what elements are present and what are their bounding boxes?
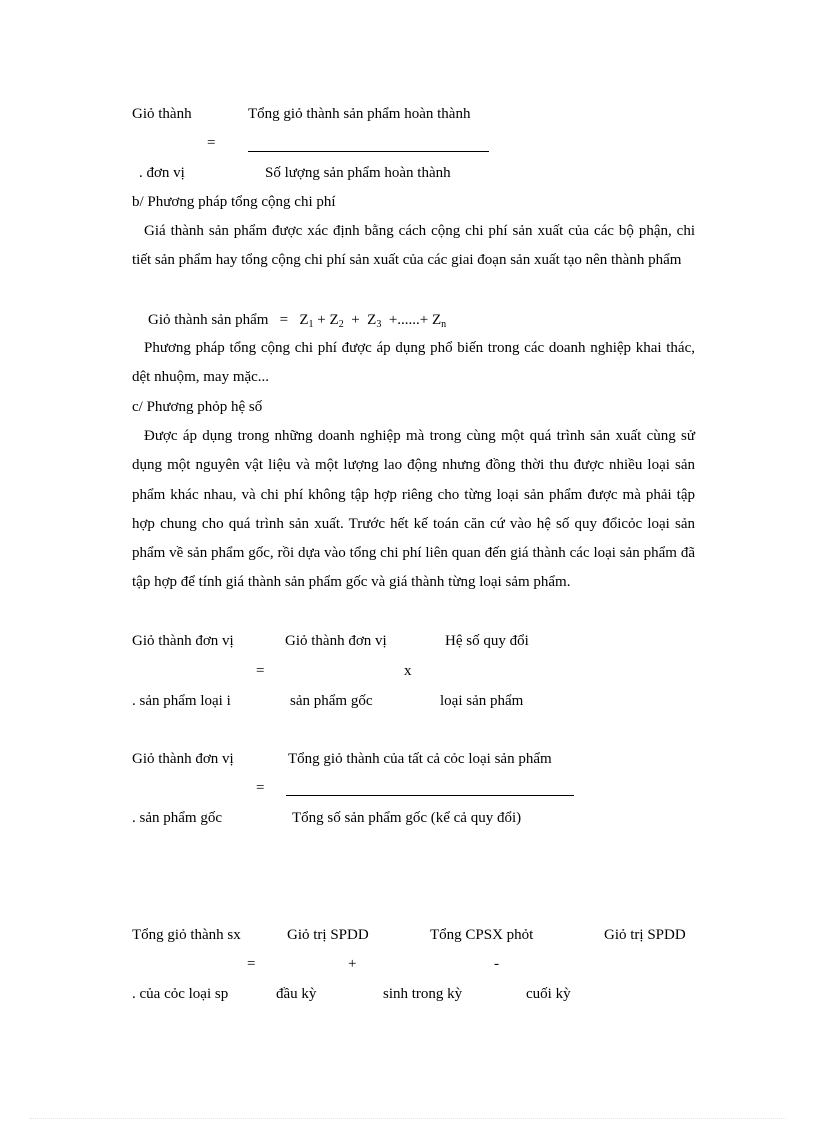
formula4-plus: +: [348, 956, 357, 972]
z2-sub: 2: [338, 319, 344, 330]
formula3-denominator: Tổng số sản phẩm gốc (kể cả quy đổi): [292, 810, 522, 826]
formula4-d-top: Giỏ trị SPDD: [604, 927, 686, 943]
section-b-paragraph: [132, 217, 695, 276]
formula3-numerator: Tổng giỏ thành của tất cả cỏc loại sản phẩm: [288, 751, 552, 767]
plus-2: +: [351, 312, 360, 328]
formula-sum-z: [148, 313, 446, 328]
section-c-paragraph: [132, 422, 695, 598]
z1-sub: 1: [308, 319, 314, 330]
plus-1: +: [317, 312, 326, 328]
formula4-c-top: Tổng CPSX phỏt: [430, 927, 534, 943]
section-b-paragraph-text: Giá thành sản phẩm được xác định bằng cách cộng chi phí sản xuất của các bộ phận, chi tiết sản phẩm hay tổng cộng chi phí sản xuất của các giai đoạn sản xuất tạo nên thành phẩm: [132, 223, 695, 269]
zn: Z: [432, 312, 442, 328]
formula4-a-top: Tổng giỏ thành sx: [132, 927, 241, 943]
formula4-a-bottom: . của cỏc loại sp: [132, 986, 229, 1002]
formula3-left-top: Giỏ thành đơn vị: [132, 751, 234, 767]
z1: Z: [299, 312, 309, 328]
formula3-equals: =: [256, 780, 265, 796]
formula1-equals: =: [207, 135, 216, 151]
formula1-left-top: Giỏ thành: [132, 106, 192, 122]
zn-sub: n: [441, 319, 447, 330]
z2: Z: [329, 312, 339, 328]
section-b-heading: b/ Phương pháp tổng cộng chi phí: [132, 194, 336, 210]
formula4-b-bottom: đầu kỳ: [276, 986, 317, 1002]
formula4-equals: =: [247, 956, 256, 972]
page-bottom-divider: [30, 1118, 786, 1119]
formula4-minus: -: [494, 956, 499, 972]
formula1-left-bottom: . đơn vị: [139, 165, 185, 181]
formula3-fraction-bar: [286, 795, 574, 796]
formula2-a-top: Giỏ thành đơn vị: [132, 633, 234, 649]
section-b-paragraph-2-text: Phương pháp tổng cộng chi phí được áp dụng phổ biến trong các doanh nghiệp khai thác, dệt nhuộm, may mặc...: [132, 340, 695, 386]
formula2-equals: =: [256, 663, 265, 679]
formula2-times: x: [404, 663, 412, 679]
formula4-d-bottom: cuối kỳ: [526, 986, 571, 1002]
section-c-heading: c/ Phương phỏp hệ số: [132, 399, 263, 415]
section-c-paragraph-text: Được áp dụng trong những doanh nghiệp mà trong cùng một quá trình sản xuất cùng sử dụng một nguyên vật liệu và một lượng lao động nhưng đồng thời thu được nhiều loại sản phẩm khác nhau, và chi phí không tập hợp riêng cho từng loại sản phẩm được mà phải tập hợp chung cho quá trình sản xuất. Trước hết kế toán căn cứ vào hệ số quy đổicỏc loại sản phẩm về sản phẩm gốc, rồi dựa vào tổng chi phí liên quan đến giá thành các loại sản phẩm đã tập hợp để tính giá thành sản phẩm gốc và giá thành từng loại sảm phẩm.: [132, 428, 695, 591]
formula4-c-bottom: sinh trong kỳ: [383, 986, 463, 1002]
formula2-c-bottom: loại sản phẩm: [440, 693, 524, 709]
formula1-denominator: Số lượng sản phẩm hoàn thành: [265, 165, 451, 181]
z3-sub: 3: [376, 319, 382, 330]
formula4-b-top: Giỏ trị SPDD: [287, 927, 369, 943]
formula2-b-bottom: sản phẩm gốc: [290, 693, 373, 709]
formula-sum-lhs: Giỏ thành sản phẩm: [148, 312, 269, 328]
formula1-numerator: Tổng giỏ thành sản phẩm hoàn thành: [248, 106, 471, 122]
plus-dots: +......+: [388, 312, 429, 328]
formula-sum-eq: =: [279, 312, 289, 328]
formula2-c-top: Hệ số quy đổi: [445, 633, 529, 649]
section-b-paragraph-2: [132, 334, 695, 393]
formula3-left-bottom: . sản phẩm gốc: [132, 810, 222, 826]
formula2-b-top: Giỏ thành đơn vị: [285, 633, 387, 649]
formula2-a-bottom: . sản phẩm loại i: [132, 693, 231, 709]
z3: Z: [367, 312, 377, 328]
formula1-fraction-bar: [248, 151, 489, 152]
